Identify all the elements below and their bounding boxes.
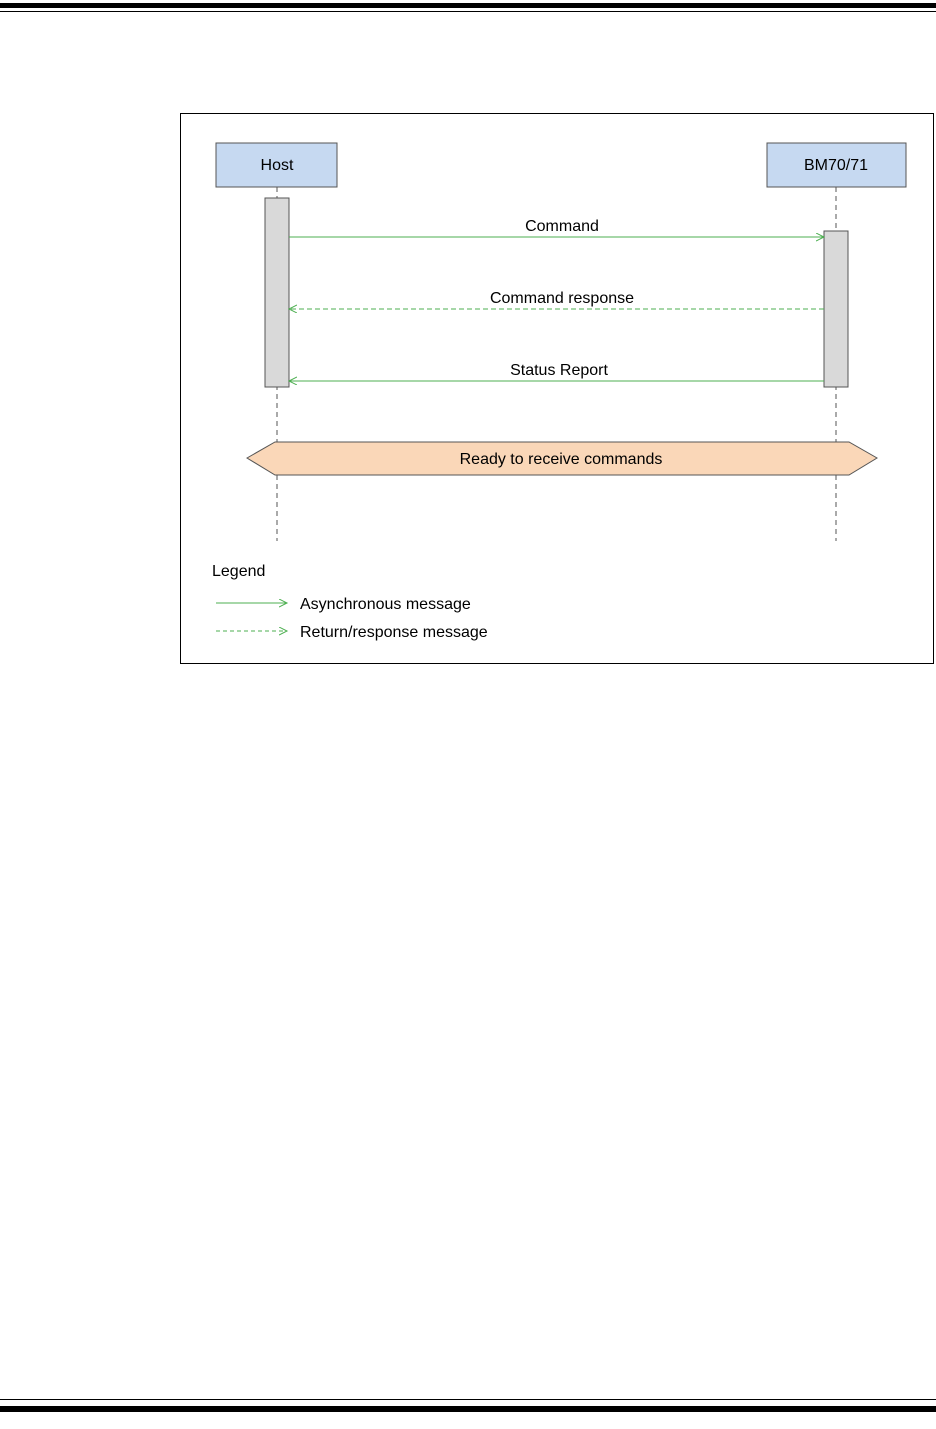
host-activation-bar <box>265 198 289 387</box>
legend-title: Legend <box>212 563 266 580</box>
module-activation-bar <box>824 231 848 387</box>
command-response-label: Command response <box>489 290 635 307</box>
legend-return-label: Return/response message <box>300 624 488 641</box>
command-label: Command <box>525 218 599 235</box>
sequence-diagram-frame <box>180 113 934 664</box>
sequence-diagram <box>181 114 935 665</box>
module-participant-label: BM70/71 <box>803 157 869 174</box>
host-participant-label: Host <box>260 157 294 174</box>
ready-state-label: Ready to receive commands <box>459 451 663 468</box>
status-report-label: Status Report <box>510 362 608 379</box>
top-rule-thin <box>0 11 936 12</box>
bottom-rule-thin <box>0 1399 936 1400</box>
bottom-rule-thick <box>0 1406 936 1412</box>
top-rule-thick <box>0 3 936 8</box>
legend-asynchronous-label: Asynchronous message <box>300 596 471 613</box>
